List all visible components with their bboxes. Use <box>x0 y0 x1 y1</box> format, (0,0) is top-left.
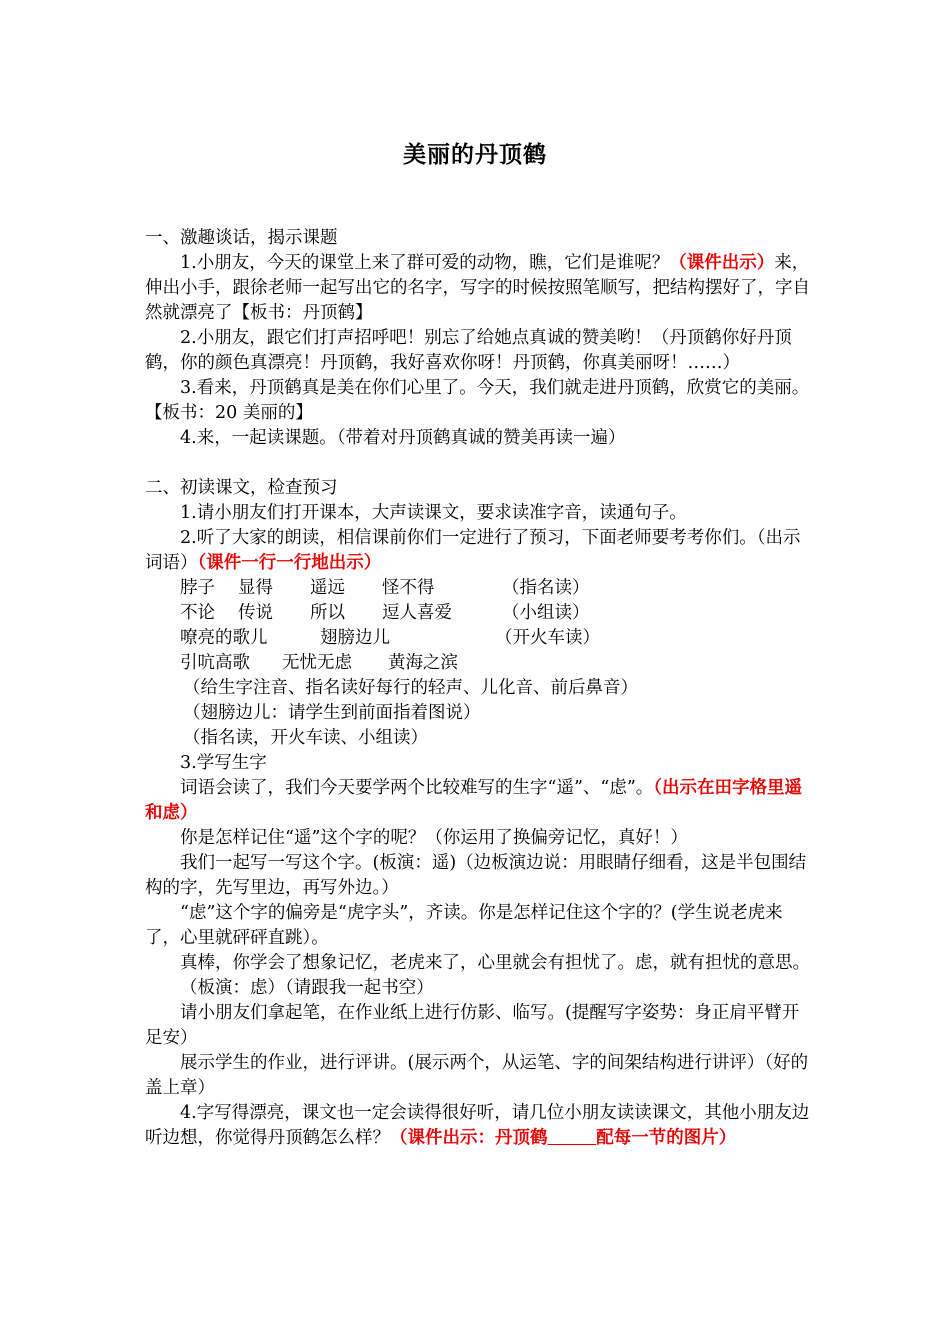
note: （翅膀边儿：请学生到前面指着图说） <box>183 703 481 723</box>
vocab-word: 无忧无虑 <box>282 653 352 673</box>
vocab-word: 脖子 <box>180 578 215 598</box>
paragraph <box>145 251 813 326</box>
vocab-word: 嘹亮的歌儿 <box>180 628 268 648</box>
vocab-word: 传说 <box>238 603 273 623</box>
vocab-word: 显得 <box>238 578 273 598</box>
paragraph-text: 1.小朋友，今天的课堂上来了群可爱的动物，瞧，它们是谁呢？ <box>180 253 670 273</box>
paragraph: 3.学写生字 <box>180 753 267 773</box>
document-title: 美丽的丹顶鹤 <box>403 142 547 168</box>
courseware-note: （出示在田字格里遥和虑） <box>145 778 803 823</box>
paragraph: 请小朋友们拿起笔，在作业纸上进行仿影、临写。(提醒写字姿势：身正肩平臂开足安） <box>145 1003 800 1048</box>
paragraph: 真棒，你学会了想象记忆，老虎来了，心里就会有担忧了。虑，就有担忧的意思。 <box>180 953 810 973</box>
vocab-word: 翅膀边儿 <box>320 628 390 648</box>
reading-mode: （开火车读） <box>495 628 600 648</box>
note: （指名读，开火车读、小组读） <box>183 728 428 748</box>
paragraph: 1.请小朋友们打开课本，大声读课文，要求读准字音，读通句子。 <box>180 503 687 523</box>
vocab-word: 怪不得 <box>382 578 435 598</box>
vocab-word: 引吭高歌 <box>180 653 250 673</box>
section-heading: 二、初读课文，检查预习 <box>145 478 338 498</box>
vocab-word: 所以 <box>310 603 345 623</box>
paragraph: 3.看来，丹顶鹤真是美在你们心里了。今天，我们就走进丹顶鹤，欣赏它的美丽。【板书：20 美丽的】 <box>145 378 810 423</box>
reading-mode: （指名读） <box>502 578 590 598</box>
vocab-word: 不论 <box>180 603 215 623</box>
spacer <box>145 451 813 476</box>
paragraph: 你是怎样记住“遥”这个字的呢？（你运用了换偏旁记忆，真好！） <box>180 828 688 848</box>
paragraph: “虑”这个字的偏旁是“虎字头”，齐读。你是怎样记住这个字的？(学生说老虎来了，心里就砰砰直跳）。 <box>145 903 783 948</box>
paragraph: 2.小朋友，跟它们打声招呼吧！别忘了给她点真诚的赞美哟！（丹顶鹤你好丹顶鹤，你的颜色真漂亮！丹顶鹤，我好喜欢你呀！丹顶鹤，你真美丽呀！……） <box>145 328 792 373</box>
paragraph <box>145 526 813 576</box>
courseware-note: （课件一行一行地出示） <box>197 553 382 573</box>
courseware-note: （课件出示） <box>669 253 775 273</box>
vocab-row <box>145 651 813 676</box>
paragraph: 我们一起写一写这个字。(板演：遥)（边板演边说：用眼睛仔细看，这是半包围结构的字，先写里边，再写外边。） <box>145 853 807 898</box>
vocab-row <box>145 601 813 626</box>
paragraph-text: 4.字写得漂亮，课文也一定会读得很好听，请几位小朋友读读课文，其他小朋友边听边想，你觉得丹顶鹤怎么样？ <box>145 1103 810 1148</box>
note: （给生字注音、指名读好每行的轻声、儿化音、前后鼻音） <box>183 678 638 698</box>
underlined-blank <box>548 1128 597 1148</box>
section-heading: 一、激趣谈话，揭示课题 <box>145 228 338 248</box>
courseware-note: 配每一节的图片） <box>596 1128 737 1148</box>
vocab-row <box>145 576 813 601</box>
courseware-note: （课件出示：丹顶鹤 <box>390 1128 548 1148</box>
paragraph: 展示学生的作业，进行评讲。(展示两个，从运笔、字的间架结构进行讲评）（好的盖上章） <box>145 1053 809 1098</box>
paragraph <box>145 776 813 826</box>
vocab-row <box>145 626 813 651</box>
paragraph-text: 来，伸出小手，跟徐老师一起写出它的名字，写字的时候按照笔顺写，把结构摆好了，字自然就漂亮了【板书：丹顶鹤】 <box>145 253 810 323</box>
paragraph-text: 词语会读了，我们今天要学两个比较难写的生字“遥”、“虑”。 <box>180 778 654 798</box>
vocab-word: 逗人喜爱 <box>382 603 452 623</box>
reading-mode: （小组读） <box>502 603 590 623</box>
vocab-word: 遥远 <box>310 578 345 598</box>
paragraph: 4.来，一起读课题。（带着对丹顶鹤真诚的赞美再读一遍） <box>180 428 626 448</box>
vocab-word: 黄海之滨 <box>388 653 458 673</box>
paragraph: （板演：虑）（请跟我一起书空） <box>180 978 434 998</box>
paragraph-text: 2.听了大家的朗读，相信课前你们一定进行了预习，下面老师要考考你们。（出示词语） <box>145 528 801 573</box>
paragraph <box>145 1101 813 1151</box>
document-body <box>145 226 813 1151</box>
